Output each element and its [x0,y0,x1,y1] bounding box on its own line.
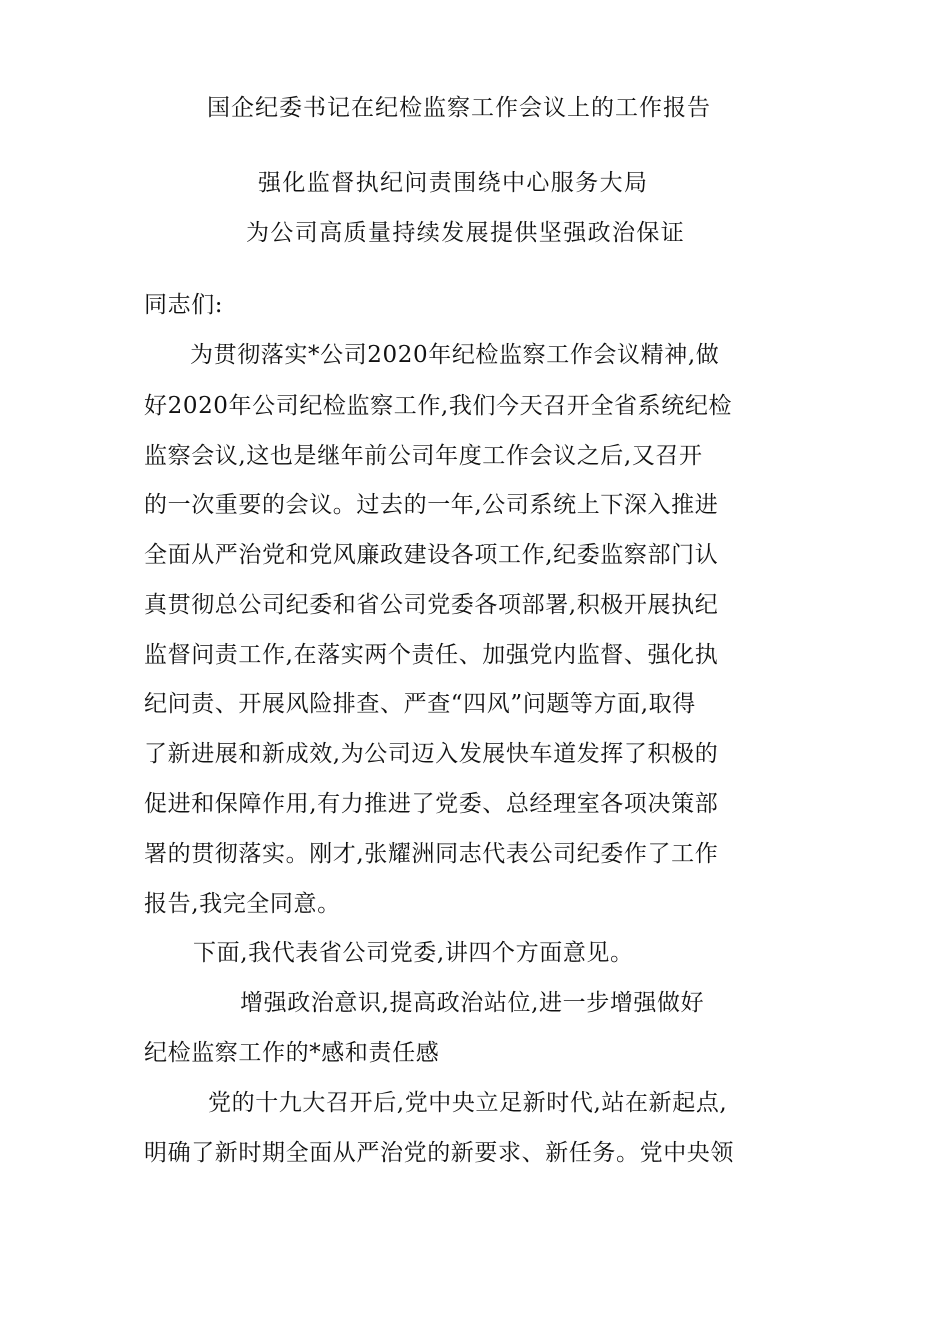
paragraph-line: 真贯彻总公司纪委和省公司党委各项部署,积极开展执纪 [144,592,719,618]
document-subtitle-2: 为公司高质量持续发展提供坚强政治保证 [246,220,686,246]
paragraph-line: 的一次重要的会议。过去的一年,公司系统上下深入推进 [144,492,719,518]
paragraph-line: 监督问责工作,在落实两个责任、加强党内监督、强化执 [144,642,719,668]
section-heading-line: 纪检监察工作的*感和责任感 [144,1040,440,1066]
document-subtitle-1: 强化监督执纪问责围绕中心服务大局 [258,170,649,196]
paragraph-line: 了新进展和新成效,为公司迈入发展快车道发挥了积极的 [144,741,719,767]
paragraph-2: 下面,我代表省公司党委,讲四个方面意见。 [193,940,634,966]
paragraph-line: 好2020年公司纪检监察工作,我们今天召开全省系统纪检 [144,393,733,419]
paragraph-line: 报告,我完全同意。 [144,891,341,917]
paragraph-line: 明确了新时期全面从严治党的新要求、新任务。党中央领 [144,1140,734,1166]
paragraph-line: 党的十九大召开后,党中央立足新时代,站在新起点, [208,1090,728,1116]
paragraph-line: 监察会议,这也是继年前公司年度工作会议之后,又召开 [144,443,703,469]
paragraph-line: 促进和保障作用,有力推进了党委、总经理室各项决策部 [144,791,719,817]
salutation: 同志们: [144,292,224,318]
document-title: 国企纪委书记在纪检监察工作会议上的工作报告 [207,95,711,121]
paragraph-line: 为贯彻落实*公司2020年纪检监察工作会议精神,做 [190,342,720,368]
paragraph-line: 纪问责、开展风险排查、严查“四风”问题等方面,取得 [144,691,696,717]
paragraph-line: 署的贯彻落实。刚才,张耀洲同志代表公司纪委作了工作 [144,841,719,867]
section-heading-line: 增强政治意识,提高政治站位,进一步增强做好 [240,990,705,1016]
paragraph-line: 全面从严治党和党风廉政建设各项工作,纪委监察部门认 [144,542,719,568]
